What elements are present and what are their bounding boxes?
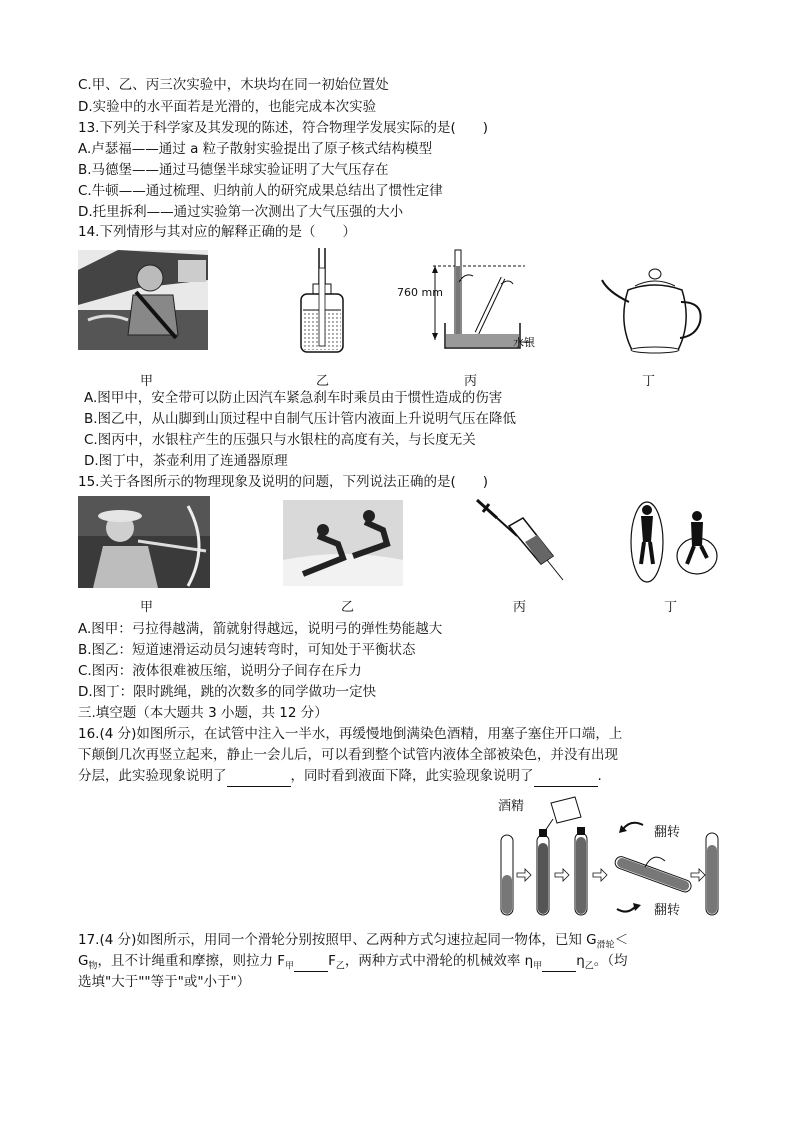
section-3-heading: 三.填空题（本大题共 3 小题，共 12 分）: [78, 705, 328, 721]
q17-text-d: ，两种方式中滑轮的机械效率 η: [344, 953, 534, 969]
q15-option-c: C.图丙：液体很难被压缩，说明分子间存在斥力: [78, 663, 362, 679]
q17-sub-yi: 乙: [335, 961, 345, 972]
q17-sub-jia: 甲: [285, 961, 295, 972]
q15-option-b: B.图乙：短道速滑运动员匀速转弯时，可知处于平衡状态: [78, 642, 416, 658]
q16-line-2: 下颠倒几次再竖立起来，静止一会儿后，可以看到整个试管内液体全部被染色，并没有出现: [78, 747, 618, 763]
q17-text-g: G: [78, 953, 89, 969]
q16-text-c: .: [597, 768, 602, 784]
q16-blank-1[interactable]: [227, 766, 291, 787]
q14-caption-bing: 丙: [464, 374, 478, 389]
q15-caption-jia: 甲: [140, 600, 154, 615]
q12-option-c: C.甲、乙、丙三次实验中，木块均在同一初始位置处: [78, 77, 389, 93]
q12-option-d: D.实验中的水平面若是光滑的，也能完成本次实验: [78, 99, 377, 115]
label-flip-bottom: 翻转: [654, 903, 681, 918]
q15-option-a: A.图甲：弓拉得越满，箭就射得越远，说明弓的弹性势能越大: [78, 621, 443, 637]
seatbelt-car-figure: [78, 250, 208, 350]
q15-stem: 15.关于各图所示的物理现象及说明的问题，下列说法正确的是( ): [78, 474, 489, 490]
q17-sub-object: 物: [88, 961, 98, 972]
q17-text-eta2: η: [576, 953, 585, 969]
q17-sub-jia-2: 甲: [533, 961, 543, 972]
q16-text-b: ，同时看到液面下降，此实验现象说明了: [290, 768, 534, 784]
q13-option-d: D.托里拆利——通过实验第一次测出了大气压强的大小: [78, 204, 404, 220]
q14-caption-jia: 甲: [140, 374, 154, 389]
q14-caption-ding: 丁: [642, 374, 656, 389]
q14-option-d: D.图丁中，茶壶利用了连通器原理: [84, 453, 288, 469]
q13-option-b: B.马德堡——通过马德堡半球实验证明了大气压存在: [78, 162, 389, 178]
q17-text-c: ，且不计绳重和摩擦，则拉力 F: [97, 953, 286, 969]
q15-caption-ding: 丁: [664, 600, 678, 615]
q17-text-b: ＜: [614, 932, 629, 948]
q13-stem: 13.下列关于科学家及其发现的陈述，符合物理学发展实际的是( ): [78, 120, 489, 136]
q17-blank-1[interactable]: [294, 951, 328, 972]
label-mercury: 水银: [513, 336, 535, 349]
q16-line-3: [78, 766, 602, 787]
q14-option-c: C.图丙中，水银柱产生的压强只与水银柱的高度有关，与长度无关: [84, 432, 476, 448]
speed-skaters-figure: [283, 500, 403, 586]
q17-text-e: 。（均: [593, 953, 628, 969]
q15-caption-yi: 乙: [341, 600, 355, 615]
archer-photo-figure: [78, 496, 210, 588]
q16-blank-2[interactable]: [534, 766, 598, 787]
q14-option-a: A.图甲中，安全带可以防止因汽车紧急刹车时乘员由于惯性造成的伤害: [84, 390, 503, 406]
label-flip-top: 翻转: [654, 825, 681, 840]
q17-sub-yi-2: 乙: [584, 961, 594, 972]
q17-text-a: 17.(4 分)如图所示，用同一个滑轮分别按照甲、乙两种方式匀速拉起同一物体，已知 G: [78, 932, 597, 948]
q14-stem: 14.下列情形与其对应的解释正确的是（ ）: [78, 224, 356, 240]
q14-option-b: B.图乙中，从山脚到山顶过程中自制气压计管内液面上升说明气压在降低: [84, 411, 517, 427]
q15-caption-bing: 丙: [513, 600, 527, 615]
q13-option-c: C.牛顿——通过梳理、归纳前人的研究成果总结出了惯性定律: [78, 183, 443, 199]
q17-sub-pulley: 滑轮: [596, 940, 615, 951]
q14-caption-yi: 乙: [316, 374, 330, 389]
q13-option-a: A.卢瑟福——通过 a 粒子散射实验提出了原子核式结构模型: [78, 141, 433, 157]
q15-option-d: D.图丁：限时跳绳，跳的次数多的同学做功一定快: [78, 684, 377, 700]
q17-line-3: 选填"大于""等于"或"小于"）: [78, 974, 251, 990]
q17-blank-2[interactable]: [542, 951, 576, 972]
q17-text-f2: F: [328, 953, 336, 969]
test-tube-diffusion-figure: [495, 795, 720, 920]
homemade-barometer-figure: [295, 248, 350, 356]
q16-text-a: 分层，此实验现象说明了: [78, 768, 227, 784]
syringe-figure: [475, 498, 565, 584]
teapot-figure: [600, 262, 710, 357]
q16-line-1: 16.(4 分)如图所示，在试管中注入一半水，再缓慢地倒满染色酒精，用塞子塞住开口端，上: [78, 726, 623, 742]
label-760mm: 760 mm: [397, 286, 443, 299]
jump-rope-figure: [625, 498, 720, 586]
label-alcohol: 酒精: [498, 799, 525, 814]
